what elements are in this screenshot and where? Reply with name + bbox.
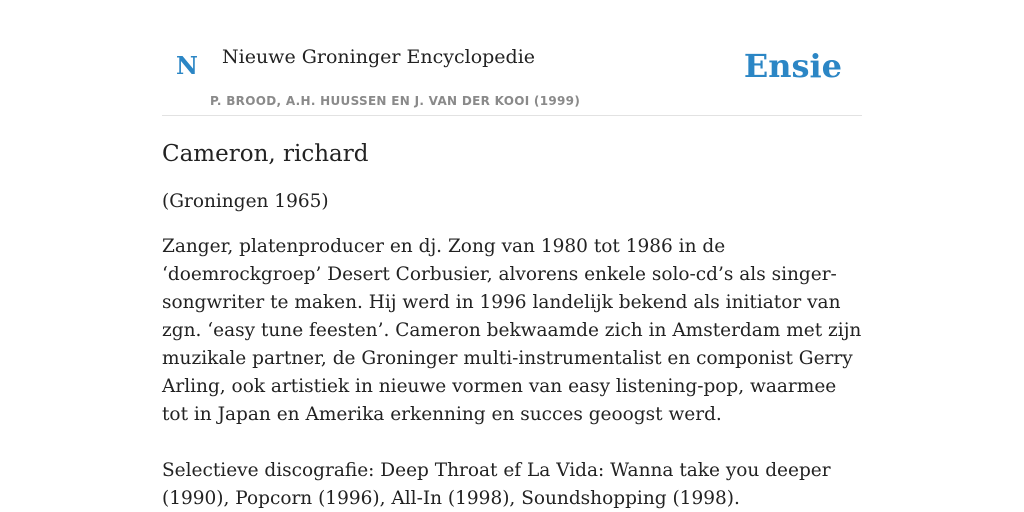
- source-authors: P. BROOD, A.H. HUUSSEN EN J. VAN DER KOOI (1999): [210, 94, 581, 108]
- source-title-link[interactable]: Nieuwe Groninger Encyclopedie: [222, 46, 536, 68]
- entry-discography: Selectieve discografie: Deep Throat ef La Vida: Wanna take you deeper (1990), Popcorn (1996), All-In (1998), Soundshopping (1998).: [162, 460, 831, 509]
- entry-origin: (Groningen 1965): [162, 191, 329, 212]
- source-logo[interactable]: N: [176, 51, 198, 80]
- ensie-logo-link[interactable]: Ensie: [743, 47, 842, 85]
- source-header: [162, 0, 862, 116]
- entry-title: Cameron, richard: [162, 141, 369, 167]
- entry-body: Zanger, platenproducer en dj. Zong van 1980 tot 1986 in de ‘doemrockgroep’ Desert Corbusier, alvorens enkele solo-cd’s als singer-songwriter te maken. Hij werd in 1996 landelijk bekend als initiator van zgn. ‘easy tune feesten’. Cameron bekwaamde zich in Amsterdam met zijn muzikale partner, de Groninger multi-instrumentalist en componist Gerry Arling, ook artistiek in nieuwe vormen van easy listening-pop, waarmee tot in Japan en Amerika erkenning en succes geoogst werd.: [162, 236, 862, 425]
- entry-content: [162, 138, 862, 512]
